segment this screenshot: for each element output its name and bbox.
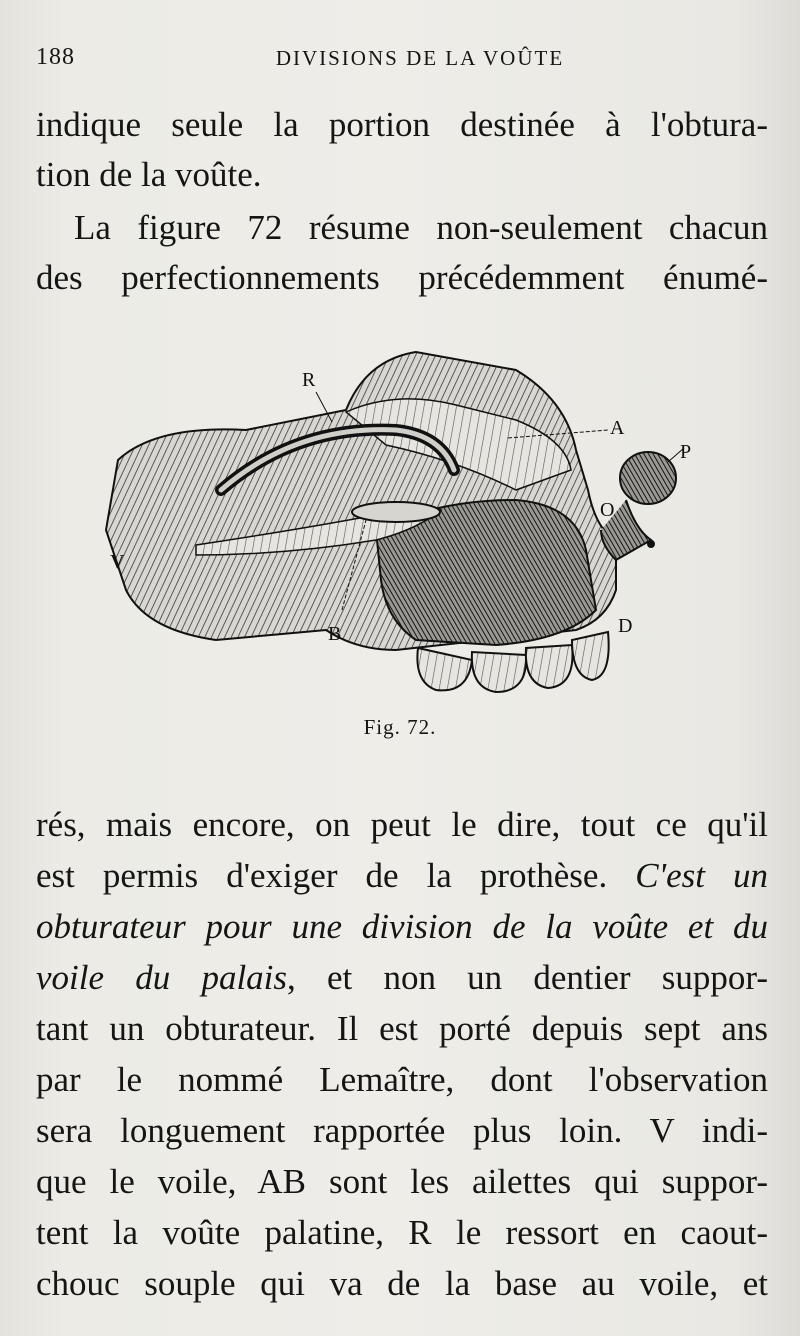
text-line <box>36 1106 768 1156</box>
text-line <box>36 1004 768 1054</box>
text-line <box>36 851 768 901</box>
figure-72-illustration <box>96 330 716 710</box>
text-line <box>36 1157 768 1207</box>
figure-caption: Fig. 72. <box>363 715 437 739</box>
text-segment: par le nommé Lemaître, dont l'observation <box>36 1060 768 1099</box>
text-line: La figure 72 résume non-seulement chacun <box>74 208 768 247</box>
label-b: B <box>328 623 342 645</box>
label-p: P <box>680 441 692 463</box>
text-line: tion de la voûte. <box>36 155 262 194</box>
text-segment: tent la voûte palatine, R le ressort en caout- <box>36 1213 768 1252</box>
italic-text: C'est un <box>635 856 768 895</box>
label-v: V <box>110 551 125 573</box>
text-line <box>36 1055 768 1105</box>
label-o: O <box>600 499 615 521</box>
text-segment: que le voile, AB sont les ailettes qui suppor- <box>36 1162 768 1201</box>
text-line <box>36 1208 768 1258</box>
running-head: DIVISIONS DE LA VOÛTE <box>275 46 565 70</box>
text-line <box>36 800 768 850</box>
label-r: R <box>302 369 316 391</box>
text-line <box>36 902 768 952</box>
page-header <box>36 44 764 74</box>
text-line <box>36 953 768 1003</box>
italic-text: obturateur pour une division de la voûte et du <box>36 907 768 946</box>
text-segment: tant un obturateur. Il est porté depuis sept ans <box>36 1009 768 1048</box>
text-line: indique seule la portion destinée à l'obtura- <box>36 105 768 144</box>
knob-p <box>620 452 676 504</box>
label-d: D <box>618 615 633 637</box>
page-number: 188 <box>36 44 75 70</box>
text-segment: rés, mais encore, on peut le dire, tout ce qu'il <box>36 805 768 844</box>
label-a: A <box>610 417 625 439</box>
text-segment: est permis d'exiger de la prothèse. <box>36 856 636 895</box>
text-segment: sera longuement rapportée plus loin. V indi- <box>36 1111 768 1150</box>
text-segment: , et non un dentier suppor- <box>287 958 768 997</box>
text-segment: chouc souple qui va de la base au voile, et <box>36 1264 768 1303</box>
italic-text: voile du palais <box>36 958 288 997</box>
text-line <box>36 1259 768 1309</box>
text-line: des perfectionnements précédemment énumé- <box>36 258 768 297</box>
